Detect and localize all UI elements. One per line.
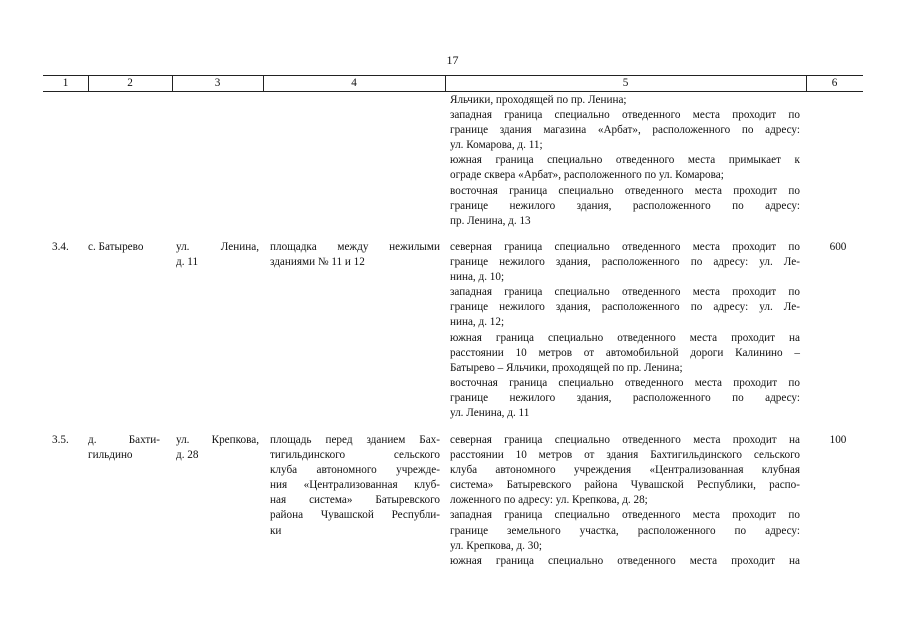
- boundary-line: ул. Крепкова, д. 30;: [450, 539, 543, 552]
- settlement-cell: [88, 433, 160, 463]
- place-line: площадь перед зданием Бах-: [270, 434, 440, 446]
- header-col-4: 4: [351, 77, 357, 89]
- boundary-line: южная граница специально отведенного места проходит на: [450, 554, 800, 567]
- boundary-line: южная граница специально отведенного места примыкает к: [450, 154, 800, 167]
- continuation-boundaries: [450, 93, 800, 229]
- boundary-line: границе нежилого здания, расположенного по адресу:: [450, 391, 800, 404]
- place-line: ния «Централизованная клуб-: [270, 479, 440, 492]
- boundary-line: Батырево – Яльчики, проходящей по пр. Ленина;: [450, 361, 683, 374]
- boundary-line: восточная граница специально отведенного места проходит по: [450, 376, 800, 389]
- row-number: 3.5.: [52, 434, 69, 446]
- place-line: ки: [270, 524, 282, 537]
- place-line: площадка между нежилыми: [270, 241, 440, 253]
- boundary-line: система» Батыревского района Чувашской Республики, распо-: [450, 479, 800, 492]
- header-col-6: 6: [831, 77, 838, 89]
- boundary-line: расстоянии 10 метров от здания Бахтигильдинского сельского: [450, 449, 800, 462]
- place-line: района Чувашской Республи-: [270, 509, 440, 522]
- boundary-line: нина, д. 12;: [450, 316, 505, 329]
- boundary-line: южная граница специально отведенного места проходит на: [450, 331, 800, 344]
- address-line: д. 28: [176, 449, 199, 462]
- header-col-2: 2: [127, 77, 133, 89]
- boundary-line: расстоянии 10 метров от автомобильной дороги Калинино –: [450, 346, 800, 359]
- boundary-line: границе нежилого здания, расположенного по адресу: ул. Ле-: [450, 301, 800, 314]
- boundary-line: северная граница специально отведенного места проходит по: [450, 241, 800, 253]
- place-line: тигильдинского сельского: [270, 449, 440, 462]
- page-number: 17: [446, 53, 459, 67]
- address-line: ул. Ленина,: [176, 241, 259, 253]
- place-line: клуба автономного учрежде-: [270, 464, 440, 477]
- place-line: зданиями № 11 и 12: [270, 256, 365, 269]
- settlement-line: д. Бахти-: [88, 434, 160, 446]
- boundary-line: границе нежилого здания, расположенного по адресу:: [450, 199, 800, 212]
- header-col-5: 5: [622, 77, 629, 89]
- boundary-line: границе нежилого здания, расположенного по адресу: ул. Ле-: [450, 256, 800, 269]
- settlement-cell: [88, 240, 160, 255]
- header-col-1: 1: [62, 77, 69, 89]
- boundary-line: клуба автономного учреждения «Централизованная клубная: [450, 464, 800, 477]
- boundary-line: западная граница специально отведенного места проходит по: [450, 509, 800, 522]
- boundaries-cell: [450, 240, 800, 421]
- boundary-line: западная граница специально отведенного места проходит по: [450, 286, 800, 299]
- boundary-line: нина, д. 10;: [450, 271, 505, 284]
- area-cell: 100: [829, 434, 847, 446]
- settlement-line: с. Батырево: [88, 241, 144, 253]
- settlement-line: гильдино: [88, 449, 133, 462]
- place-cell: [270, 240, 440, 270]
- boundaries-cell: [450, 433, 800, 569]
- boundary-line: западная граница специально отведенного места проходит по: [450, 109, 800, 122]
- address-cell: [176, 240, 259, 270]
- boundary-line: северная граница специально отведенного места проходит на: [450, 434, 800, 446]
- boundary-line: ул. Ленина, д. 11: [450, 407, 530, 420]
- boundary-line: границе земельного участка, расположенного по адресу:: [450, 524, 800, 537]
- boundary-line: ограде сквера «Арбат», расположенного по ул. Комарова;: [450, 169, 724, 182]
- boundary-line: ул. Комарова, д. 11;: [450, 139, 543, 152]
- address-line: ул. Крепкова,: [176, 434, 259, 446]
- boundary-line: Яльчики, проходящей по пр. Ленина;: [450, 94, 627, 106]
- header-bottom-border: [43, 91, 863, 92]
- boundary-line: пр. Ленина, д. 13: [450, 214, 531, 227]
- boundary-line: границе здания магазина «Арбат», расположенного по адресу:: [450, 124, 800, 137]
- boundary-line: ложенного по адресу: ул. Крепкова, д. 28;: [450, 494, 648, 507]
- area-cell: 600: [829, 241, 847, 253]
- address-cell: [176, 433, 259, 463]
- address-line: д. 11: [176, 256, 199, 269]
- row-number: 3.4.: [52, 241, 69, 253]
- header-col-3: 3: [214, 77, 221, 89]
- boundary-line: восточная граница специально отведенного места проходит по: [450, 184, 800, 197]
- place-cell: [270, 433, 440, 539]
- place-line: ная система» Батыревского: [270, 494, 440, 507]
